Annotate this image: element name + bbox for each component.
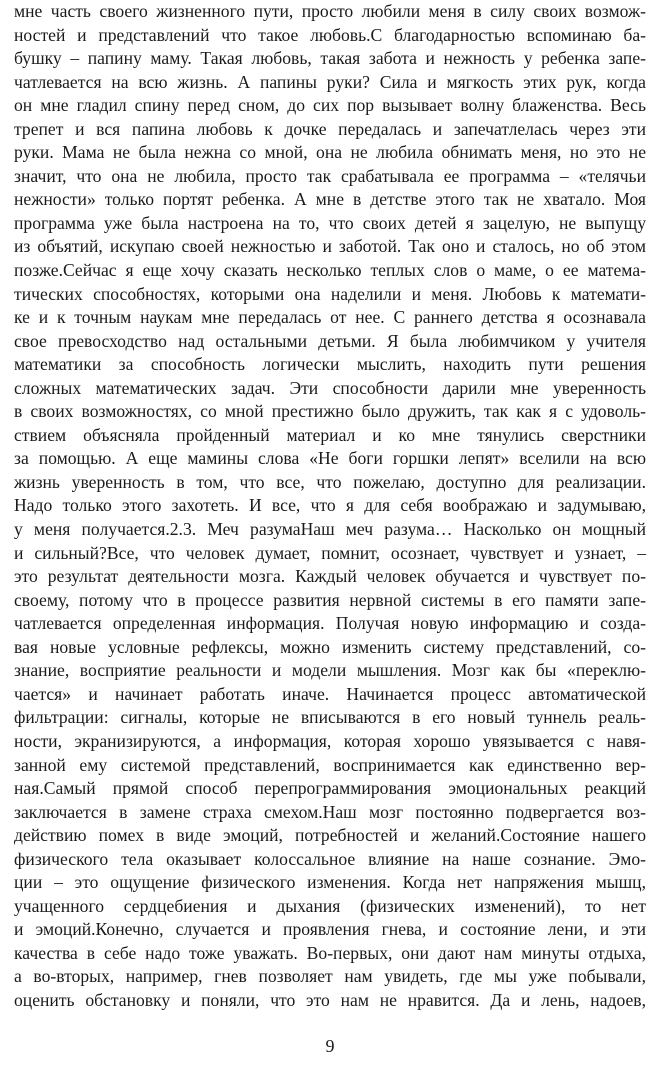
text-line: позже.Сейчас я еще хочу сказать несколько теплых слов о маме, о ее матема- bbox=[14, 260, 646, 281]
text-line: действию помех в виде эмоций, потребностей и желаний.Состояние нашего bbox=[14, 825, 646, 846]
text-line: программа уже была настроена на то, что своих детей я зацелую, не выпущу bbox=[14, 212, 646, 233]
text-line: знание, восприятие реальности и модели мышления. Мозг как бы «переклю- bbox=[14, 660, 646, 681]
text-line: ке и к точным наукам мне передалась от нее. С раннего детства я осознавала bbox=[14, 307, 646, 328]
text-line: он мне гладил спину перед сном, до сих пор вызывает волну блаженства. Весь bbox=[14, 95, 646, 116]
text-line: чатлевается на всю жизнь. А папины руки? Сила и мягкость этих рук, когда bbox=[14, 71, 646, 92]
text-line: за помощью. А еще мамины слова «Не боги горшки лепят» вселили на всю bbox=[14, 448, 646, 469]
text-line: качества в себе надо тоже уважать. Во-первых, они дают нам минуты отдыха, bbox=[14, 942, 646, 963]
text-line: занной ему системой представлений, воспринимается как единственно вер- bbox=[14, 754, 646, 775]
text-line: нежности» только портят ребенка. А мне в детстве этого так не хватало. Моя bbox=[14, 189, 646, 210]
text-line: и эмоций.Конечно, случается и проявления гнева, и состояние лени, и эти bbox=[14, 919, 646, 940]
text-line: из объятий, искупаю своей нежностью и заботой. Так оно и сталось, но об этом bbox=[14, 236, 646, 257]
text-line: математики за способность логически мыслить, находить пути решения bbox=[14, 354, 646, 375]
text-line: своему, потому что в процессе развития нервной системы в его памяти запе- bbox=[14, 589, 646, 610]
text-line: а во-вторых, например, гнев позволяет нам увидеть, где мы уже побывали, bbox=[14, 966, 646, 987]
text-line: тических способностях, которыми она наделили и меня. Любовь к математи- bbox=[14, 283, 646, 304]
text-line: фильтрации: сигналы, которые не вписываются в его новый туннель реаль- bbox=[14, 707, 646, 728]
text-line: учащенного сердцебиения и дыхания (физических изменений), то нет bbox=[14, 895, 646, 916]
text-line: значит, что она не любила, просто так срабатывала ее программа – «телячьи bbox=[14, 165, 646, 186]
text-line: руки. Мама не была нежна со мной, она не любила обнимать меня, но это не bbox=[14, 142, 646, 163]
page-number: 9 bbox=[325, 1036, 335, 1056]
text-line: в своих возможностях, со мной престижно было дружить, так как я с удоволь- bbox=[14, 401, 646, 422]
text-line: ции – это ощущение физического изменения. Когда нет напряжения мышц, bbox=[14, 872, 646, 893]
text-line: Надо только этого захотеть. И все, что я для себя воображаю и задумываю, bbox=[14, 495, 646, 516]
text-line: трепет и вся папина любовь к дочке передалась и запечатлелась через эти bbox=[14, 118, 646, 139]
text-line: вая новые условные рефлексы, можно изменить систему представлений, со- bbox=[14, 636, 646, 657]
text-line: ности, экранизируются, а информация, которая хорошо увязывается с навя- bbox=[14, 730, 646, 751]
text-line: у меня получается.2.3. Меч разумаНаш меч разума… Насколько он мощный bbox=[14, 519, 646, 540]
text-line: ствием объясняла пройденный материал и ко мне тянулись сверстники bbox=[14, 424, 646, 445]
text-line: физического тела оказывает колоссальное влияние на наше сознание. Эмо- bbox=[14, 848, 646, 869]
text-line: чатлевается определенная информация. Получая новую информацию и созда- bbox=[14, 613, 646, 634]
text-line: чается» и начинает работать иначе. Начинается процесс автоматической bbox=[14, 683, 646, 704]
text-line: и сильный?Все, что человек думает, помнит, осознает, чувствует и узнает, – bbox=[14, 542, 646, 563]
body-text bbox=[14, 0, 646, 1013]
text-line: бушку – папину маму. Такая любовь, такая забота и нежность у ребенка запе- bbox=[14, 48, 646, 69]
text-line: оценить обстановку и поняли, что это нам не нравится. Да и лень, надоев, bbox=[14, 989, 646, 1010]
text-line: свое превосходство над остальными детьми. Я была любимчиком у учителя bbox=[14, 330, 646, 351]
text-line: ностей и представлений что такое любовь.С благодарностью вспоминаю ба- bbox=[14, 24, 646, 45]
text-line: ная.Самый прямой способ перепрограммирования эмоциональных реакций bbox=[14, 778, 646, 799]
text-line: мне часть своего жизненного пути, просто любили меня в силу своих возмож- bbox=[14, 1, 646, 21]
text-line: заключается в замене страха смехом.Наш мозг постоянно подвергается воз- bbox=[14, 801, 646, 822]
text-line: сложных математических задач. Эти способности дарили мне уверенность bbox=[14, 377, 646, 398]
text-line: это результат деятельности мозга. Каждый человек обучается и чувствует по- bbox=[14, 566, 646, 587]
text-line: жизнь уверенность в том, что все, что пожелаю, доступно для реализации. bbox=[14, 471, 646, 492]
